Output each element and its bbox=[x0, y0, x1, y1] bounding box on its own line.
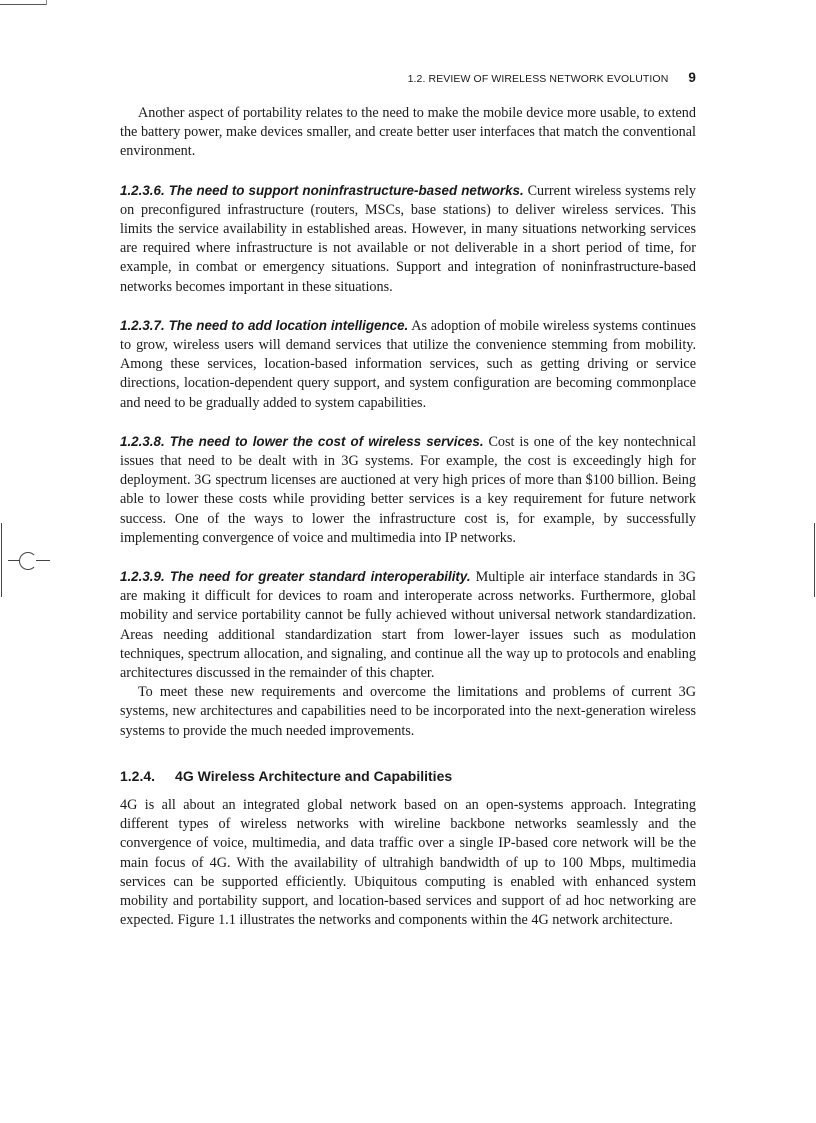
running-header bbox=[120, 70, 696, 85]
section-body: Current wireless systems rely on preconfigured infrastructure (routers, MSCs, base stations) to deliver wireless services. This limits the service availability in established areas. However, in many situations networking services are required where infrastructure is not available or not deliverable in a short period of time, for example, in combat or emergency situations. Support and integration of noninfrastructure-based networks becomes important in these situations. bbox=[120, 182, 697, 295]
section-heading: 1.2.3.6. The need to support noninfrastructure-based networks. bbox=[120, 182, 524, 198]
intro-paragraph: Another aspect of portability relates to the need to make the mobile device more usable, to extend the battery power, make devices smaller, and create better user interfaces that match the conventional environment. bbox=[120, 105, 696, 160]
section-heading: 1.2.3.9. The need for greater standard interoperability. bbox=[120, 569, 471, 585]
page-number: 9 bbox=[688, 70, 696, 85]
registration-mark-icon bbox=[8, 550, 50, 572]
subsection-heading bbox=[120, 767, 696, 786]
section-body: Multiple air interface standards in 3G are making it difficult for devices to roam and interoperate across networks. Furthermore, global mobility and service portability cannot be fully achieved without universal network standardization. Areas needing additional standardization start from lower-layer issues such as modulation techniques, spectrum allocation, and signaling, and continue all the way up to protocols and enabling architectures discussed in the remainder of this chapter. bbox=[120, 569, 697, 682]
binding-line-right bbox=[814, 523, 815, 597]
subsection-body: 4G is all about an integrated global network based on an open-systems approach. Integrating different types of wireless networks with wireline backbone networks seamlessly and the convergence of voice, multimedia, and data traffic over a single IP-based core network will be the main focus of 4G. With the availability of ultrahigh bandwidth of up to 100 Mbps, multimedia services can be supported efficiently. Ubiquitous computing is enabled with enhanced system mobility and portability support, and location-based services and support of ad hoc networking are expected. Figure 1.1 illustrates the networks and components within the 4G network architecture. bbox=[120, 796, 696, 929]
section-1-2-3-6 bbox=[120, 181, 696, 297]
section-1-2-3-7 bbox=[120, 316, 696, 413]
section-heading: 1.2.3.7. The need to add location intelligence. bbox=[120, 317, 409, 333]
subsection-title: 4G Wireless Architecture and Capabilities bbox=[175, 767, 453, 784]
running-title: 1.2. REVIEW OF WIRELESS NETWORK EVOLUTION bbox=[407, 73, 669, 85]
section-1-2-3-8 bbox=[120, 432, 696, 548]
crop-mark-top bbox=[0, 4, 46, 5]
crop-mark-top-tick bbox=[46, 0, 47, 5]
page-body bbox=[120, 104, 696, 930]
subsection-number: 1.2.4. bbox=[120, 767, 156, 784]
section-1-2-3-9 bbox=[120, 567, 696, 683]
section-heading: 1.2.3.8. The need to lower the cost of wireless services. bbox=[120, 433, 484, 449]
closing-paragraph: To meet these new requirements and overcome the limitations and problems of current 3G systems, new architectures and capabilities need to be incorporated into the next-generation wireless systems to provide the much needed improvements. bbox=[120, 684, 696, 739]
section-body: As adoption of mobile wireless systems continues to grow, wireless users will demand services that utilize the convenience stemming from mobility. Among these services, location-based information services, such as getting driving or service directions, location-dependent query support, and system configuration are becoming commonplace and need to be gradually added to system capabilities. bbox=[120, 317, 697, 411]
binding-line-left bbox=[1, 523, 2, 597]
section-body: Cost is one of the key nontechnical issues that need to be dealt with in 3G systems. For example, the cost is exceedingly high for deployment. 3G spectrum licenses are auctioned at very high prices of more than $100 billion. Being able to lower these costs while providing better services is a key requirement for future network success. One of the ways to lower the infrastructure cost is, for example, by successfully implementing convergence of voice and multimedia into IP networks. bbox=[120, 433, 697, 546]
